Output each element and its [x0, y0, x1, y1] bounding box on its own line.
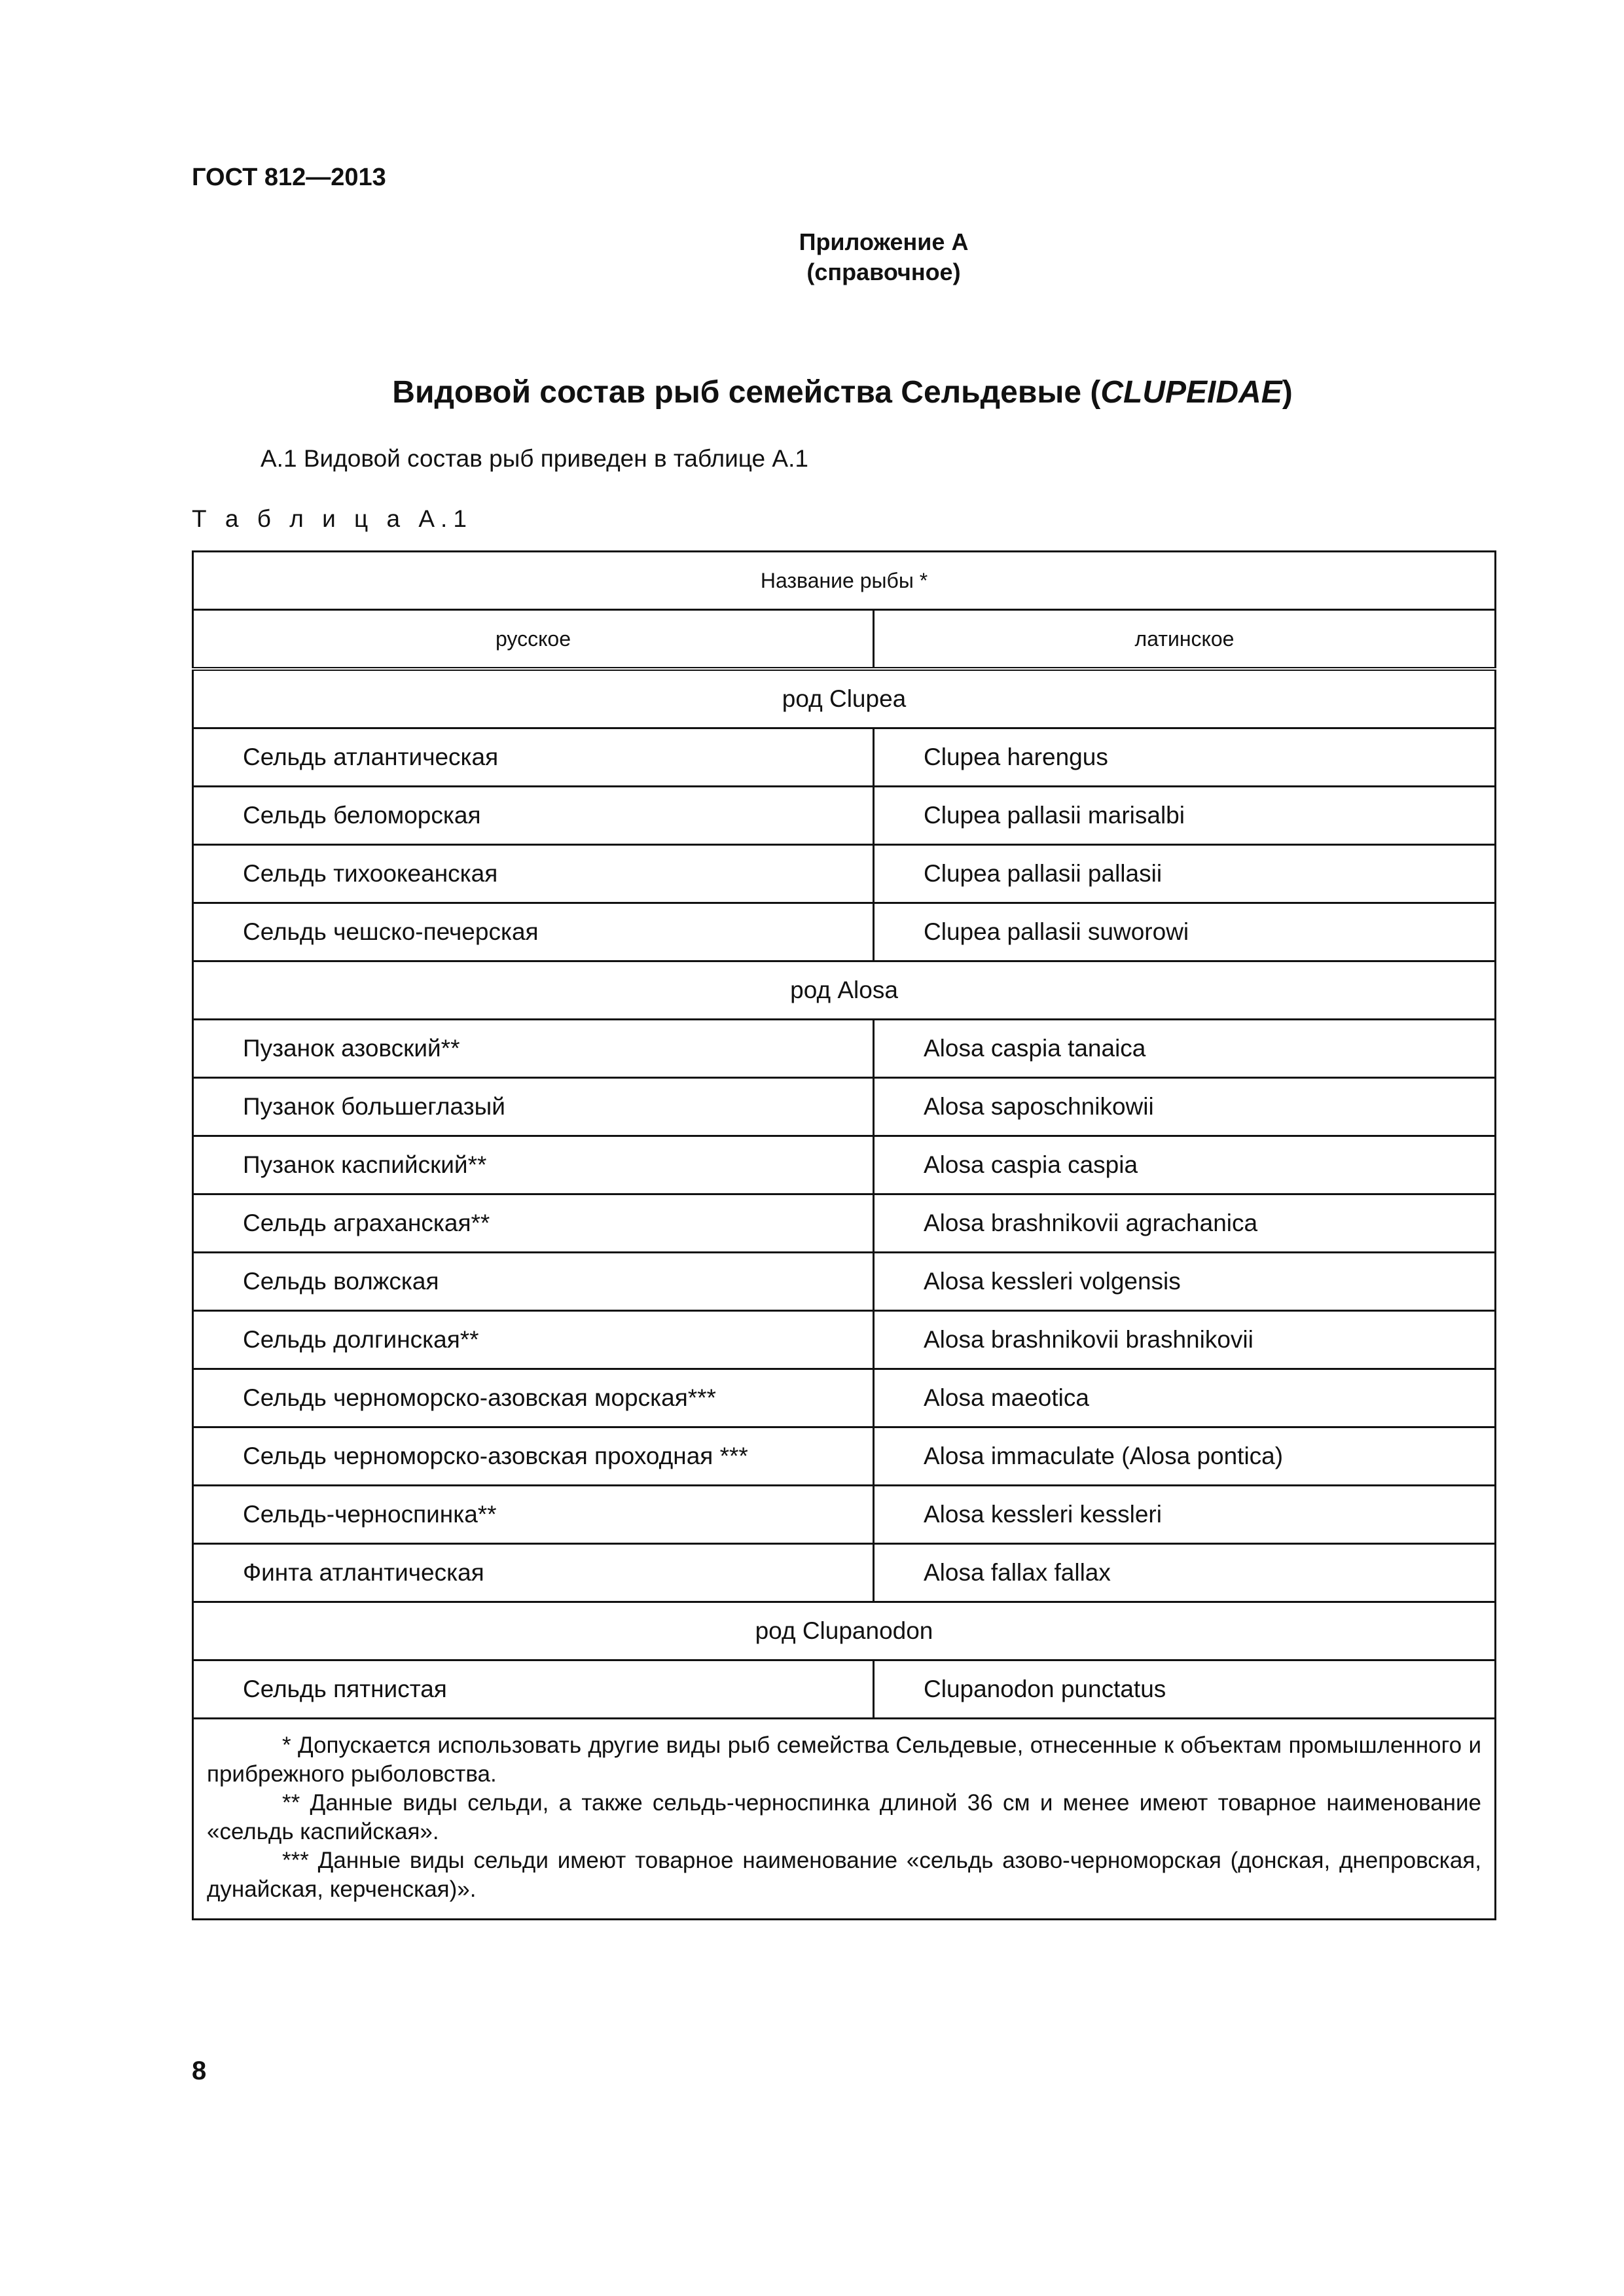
latin-name-cell: Alosa fallax fallax [874, 1544, 1496, 1602]
table-row [193, 1660, 1496, 1719]
russian-name-cell: Пузанок большеглазый [193, 1078, 874, 1136]
latin-name-cell: Alosa maeotica [874, 1369, 1496, 1427]
footnote: * Допускается использовать другие виды рыб семейства Сельдевые, отнесенные к объектам промышленного и прибрежного рыболовства. [207, 1732, 1482, 1787]
table-row [193, 1369, 1496, 1427]
genus-row [193, 669, 1496, 728]
russian-name-cell: Финта атлантическая [193, 1544, 874, 1602]
section-title [192, 374, 1493, 410]
table-row [193, 1427, 1496, 1486]
header-fish-name: Название рыбы * [193, 552, 1496, 610]
latin-name-cell: Alosa kessleri volgensis [874, 1253, 1496, 1311]
intro-paragraph: А.1 Видовой состав рыб приведен в таблице А.1 [261, 445, 808, 472]
table-row [193, 845, 1496, 903]
appendix-title: Приложение А [799, 228, 969, 255]
latin-name-cell: Clupea pallasii pallasii [874, 845, 1496, 903]
page-number: 8 [192, 2056, 207, 2085]
table-row [193, 1544, 1496, 1602]
genus-label: род Clupanodon [193, 1602, 1496, 1660]
latin-name-cell: Clupanodon punctatus [874, 1660, 1496, 1719]
notes-row [193, 1719, 1496, 1920]
russian-name-cell: Сельдь пятнистая [193, 1660, 874, 1719]
table-row [193, 728, 1496, 787]
russian-name-cell: Сельдь тихоокеанская [193, 845, 874, 903]
latin-name-cell: Alosa kessleri kessleri [874, 1486, 1496, 1544]
table-row [193, 1311, 1496, 1369]
section-title-latin: CLUPEIDAE [1100, 375, 1282, 410]
russian-name-cell: Сельдь черноморско-азовская проходная *** [193, 1427, 874, 1486]
section-title-close: ) [1282, 375, 1293, 410]
latin-name-cell: Alosa brashnikovii agrachanica [874, 1194, 1496, 1253]
genus-row [193, 961, 1496, 1020]
table-row [193, 1078, 1496, 1136]
footnote: *** Данные виды сельди имеют товарное наименование «сельдь азово-черноморская (донская, днепровская, дунайская, керченская)». [207, 1848, 1482, 1902]
genus-label: род Alosa [193, 961, 1496, 1020]
latin-name-cell: Alosa immaculate (Alosa pontica) [874, 1427, 1496, 1486]
document-code: ГОСТ 812—2013 [192, 164, 386, 191]
section-title-text: Видовой состав рыб семейства Сельдевые ( [392, 375, 1101, 410]
table-row [193, 1486, 1496, 1544]
table-caption: Т а б л и ц а А.1 [192, 505, 473, 532]
latin-name-cell: Alosa caspia caspia [874, 1136, 1496, 1194]
russian-name-cell: Сельдь аграханская** [193, 1194, 874, 1253]
species-table-body [193, 552, 1496, 1920]
header-russian: русское [193, 610, 874, 670]
species-table [192, 550, 1496, 1920]
russian-name-cell: Сельдь атлантическая [193, 728, 874, 787]
latin-name-cell: Clupea pallasii marisalbi [874, 787, 1496, 845]
russian-name-cell: Сельдь черноморско-азовская морская*** [193, 1369, 874, 1427]
table-subheader-row [193, 610, 1496, 670]
latin-name-cell: Alosa caspia tanaica [874, 1020, 1496, 1078]
table-row [193, 1194, 1496, 1253]
latin-name-cell: Alosa brashnikovii brashnikovii [874, 1311, 1496, 1369]
table-row [193, 1020, 1496, 1078]
russian-name-cell: Сельдь беломорская [193, 787, 874, 845]
russian-name-cell: Сельдь волжская [193, 1253, 874, 1311]
russian-name-cell: Сельдь чешско-печерская [193, 903, 874, 961]
table-row [193, 903, 1496, 961]
russian-name-cell: Сельдь долгинская** [193, 1311, 874, 1369]
russian-name-cell: Сельдь-черноспинка** [193, 1486, 874, 1544]
footnote: ** Данные виды сельди, а также сельдь-черноспинка длиной 36 см и менее имеют товарное наименование «сельдь каспийская». [207, 1790, 1482, 1844]
appendix-type: (справочное) [806, 259, 961, 285]
latin-name-cell: Clupea pallasii suworowi [874, 903, 1496, 961]
genus-label: род Clupea [193, 669, 1496, 728]
russian-name-cell: Пузанок азовский** [193, 1020, 874, 1078]
header-latin: латинское [874, 610, 1496, 670]
russian-name-cell: Пузанок каспийский** [193, 1136, 874, 1194]
latin-name-cell: Clupea harengus [874, 728, 1496, 787]
table-row [193, 1136, 1496, 1194]
genus-row [193, 1602, 1496, 1660]
table-header-row [193, 552, 1496, 610]
table-footnotes [193, 1719, 1496, 1920]
table-row [193, 1253, 1496, 1311]
table-row [193, 787, 1496, 845]
latin-name-cell: Alosa saposchnikowii [874, 1078, 1496, 1136]
